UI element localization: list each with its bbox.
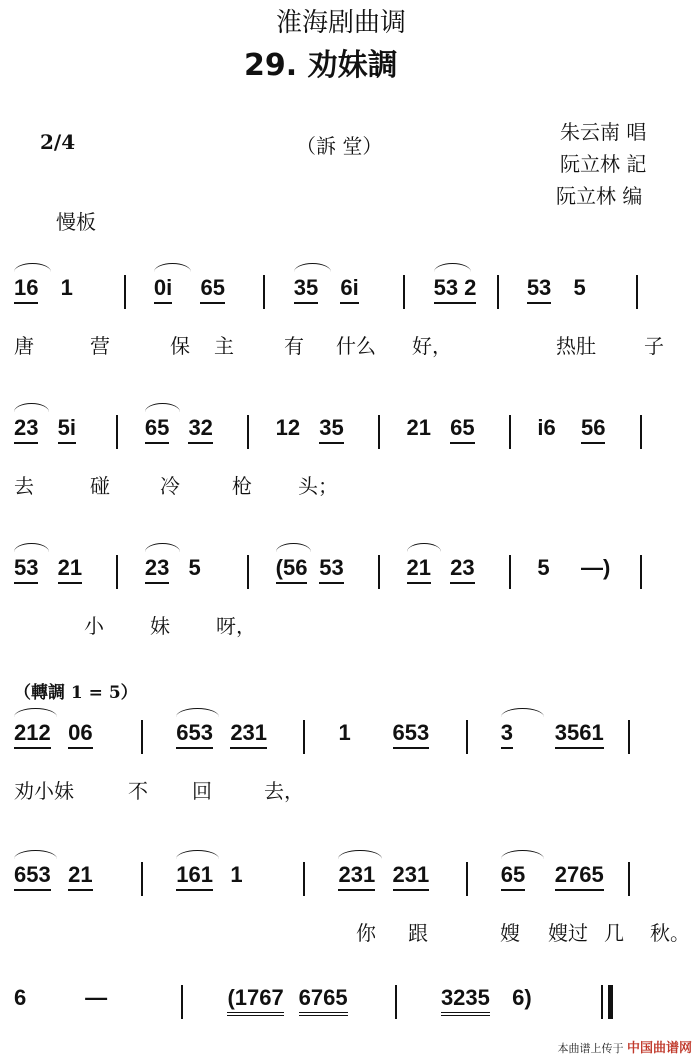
lyric-syllable: 冷 <box>160 474 180 498</box>
note-group: (56 <box>276 555 308 584</box>
lyric-syllable: 热肚 <box>556 334 596 358</box>
staff-system <box>0 415 700 475</box>
note-group: 53 <box>319 555 343 584</box>
singer-credit: 朱云南 唱 <box>560 120 647 144</box>
barline <box>403 275 405 309</box>
barline <box>303 862 305 896</box>
lyric-syllable: 劝小妹 <box>14 779 74 803</box>
barline <box>497 275 499 309</box>
note-group: (1767 <box>227 985 283 1016</box>
note-group: 653 <box>176 720 213 749</box>
barline <box>509 555 511 589</box>
lyric-syllable: 碰 <box>90 474 110 498</box>
barline <box>395 985 397 1019</box>
slur <box>14 263 51 272</box>
note-group: 35 <box>294 275 318 304</box>
note-group: 6) <box>512 985 532 1010</box>
note-group: 5 <box>573 275 586 300</box>
lyric-syllable: 去 <box>14 474 34 498</box>
slur <box>14 850 57 859</box>
barline <box>640 415 642 449</box>
lyric-syllable: 主 <box>214 334 234 358</box>
lyric-syllable: 有 <box>284 334 304 358</box>
note-group: 21 <box>406 415 431 440</box>
lyric-syllable: 你 <box>356 921 376 945</box>
barline <box>247 415 249 449</box>
lyric-syllable: 去， <box>264 779 304 803</box>
barline <box>141 720 143 754</box>
staff-system <box>0 275 700 335</box>
lyric-syllable: 小 <box>84 614 104 638</box>
slur <box>407 543 442 552</box>
slur <box>338 850 381 859</box>
arranger-credit: 阮立林 编 <box>556 184 643 208</box>
final-barline <box>608 985 613 1019</box>
note-group: 53 <box>14 555 38 584</box>
staff-system <box>0 985 700 1045</box>
note-group: 5 <box>188 555 201 580</box>
staff-system <box>0 720 700 780</box>
note-group: 35 <box>319 415 343 444</box>
slur <box>145 543 180 552</box>
slur <box>14 403 49 412</box>
lyric-syllable: 嫂 <box>500 921 520 945</box>
key-change: （轉調 1 = 5） <box>14 683 138 703</box>
note-group: 65 <box>450 415 474 444</box>
note-group: 231 <box>338 862 375 891</box>
barline <box>247 555 249 589</box>
lyric-syllable: 好， <box>412 334 452 358</box>
note-group: 23 <box>145 555 169 584</box>
barline <box>116 415 118 449</box>
barline <box>509 415 511 449</box>
barline <box>141 862 143 896</box>
note-group: 3 <box>501 720 513 749</box>
staff-system <box>0 555 700 615</box>
note-group: 16 <box>14 275 38 304</box>
note-group: 56 <box>581 415 605 444</box>
lyric-syllable: 回 <box>192 779 212 803</box>
barline <box>116 555 118 589</box>
footer-brand: 中国曲谱网 <box>626 1041 692 1056</box>
lyric-syllable: 嫂过 <box>548 921 588 945</box>
note-group: 1 <box>60 275 73 300</box>
note-group: 653 <box>14 862 51 891</box>
barline <box>466 720 468 754</box>
lyric-syllable: 不 <box>128 779 148 803</box>
note-group: 161 <box>176 862 213 891</box>
barline <box>628 862 630 896</box>
lyric-syllable: 保 <box>170 334 190 358</box>
lyric-syllable: 子 <box>644 334 664 358</box>
lyric-syllable: 头； <box>298 474 338 498</box>
note-group: 32 <box>188 415 212 444</box>
slur <box>14 708 57 717</box>
note-group: 53 <box>527 275 551 304</box>
note-group: 23 <box>14 415 38 444</box>
barline <box>263 275 265 309</box>
time-signature: 2/4 <box>40 130 76 154</box>
note-group: 21 <box>68 862 92 891</box>
note-group: 212 <box>14 720 51 749</box>
note-group: i6 <box>537 415 556 440</box>
note-group: 21 <box>407 555 431 584</box>
note-group: — <box>85 985 108 1010</box>
note-group: 6765 <box>299 985 348 1016</box>
note-group: 231 <box>230 720 267 749</box>
barline <box>378 555 380 589</box>
lyric-syllable: 跟 <box>408 921 428 945</box>
lyric-syllable: 枪 <box>232 474 252 498</box>
slur <box>176 850 219 859</box>
slur <box>501 708 544 717</box>
note-group: 06 <box>68 720 92 749</box>
barline <box>628 720 630 754</box>
note-group: 12 <box>275 415 301 440</box>
note-group: 21 <box>58 555 82 584</box>
barline <box>303 720 305 754</box>
barline <box>124 275 126 309</box>
scene-label: （訴 堂） <box>296 134 383 158</box>
note-group: 6i <box>340 275 358 304</box>
note-group: 53 2 <box>434 275 477 304</box>
note-group: 23 <box>450 555 474 584</box>
note-group: —) <box>580 555 611 580</box>
lyric-syllable: 几 <box>604 921 624 945</box>
lyric-syllable: 妹 <box>150 614 170 638</box>
slur <box>154 263 191 272</box>
barline <box>640 555 642 589</box>
lyric-syllable: 呀， <box>216 614 256 638</box>
lyric-syllable: 唐 <box>14 334 34 358</box>
note-group: 3561 <box>555 720 604 749</box>
footer-watermark <box>557 1037 692 1056</box>
collection-title: 淮海剧曲调 <box>276 8 407 38</box>
staff-system <box>0 862 700 922</box>
recorder-credit: 阮立林 記 <box>560 152 647 176</box>
note-group: 65 <box>501 862 525 891</box>
note-group: 65 <box>145 415 169 444</box>
note-group: 2765 <box>555 862 604 891</box>
song-title: 29. 劝妹調 <box>244 48 398 83</box>
barline <box>601 985 603 1019</box>
lyric-syllable: 营 <box>90 334 110 358</box>
lyric-syllable: 什么 <box>336 334 376 358</box>
slur <box>14 543 49 552</box>
tempo-marking: 慢板 <box>56 210 96 234</box>
barline <box>378 415 380 449</box>
note-group: 1 <box>230 862 243 887</box>
note-group: 65 <box>200 275 224 304</box>
slur <box>294 263 331 272</box>
slur <box>501 850 544 859</box>
note-group: 653 <box>393 720 430 749</box>
barline <box>636 275 638 309</box>
note-group: 5 <box>537 555 550 580</box>
note-group: 5i <box>58 415 76 444</box>
note-group: 1 <box>338 720 351 745</box>
barline <box>181 985 183 1019</box>
slur <box>434 263 471 272</box>
note-group: 0i <box>154 275 172 304</box>
note-group: 231 <box>393 862 430 891</box>
footer-note: 本曲谱上传于 <box>557 1042 624 1055</box>
note-group: 3235 <box>441 985 490 1016</box>
barline <box>466 862 468 896</box>
note-group: 6 <box>14 985 27 1010</box>
slur <box>176 708 219 717</box>
slur <box>145 403 180 412</box>
lyric-syllable: 秋。 <box>650 921 690 945</box>
slur <box>276 543 311 552</box>
